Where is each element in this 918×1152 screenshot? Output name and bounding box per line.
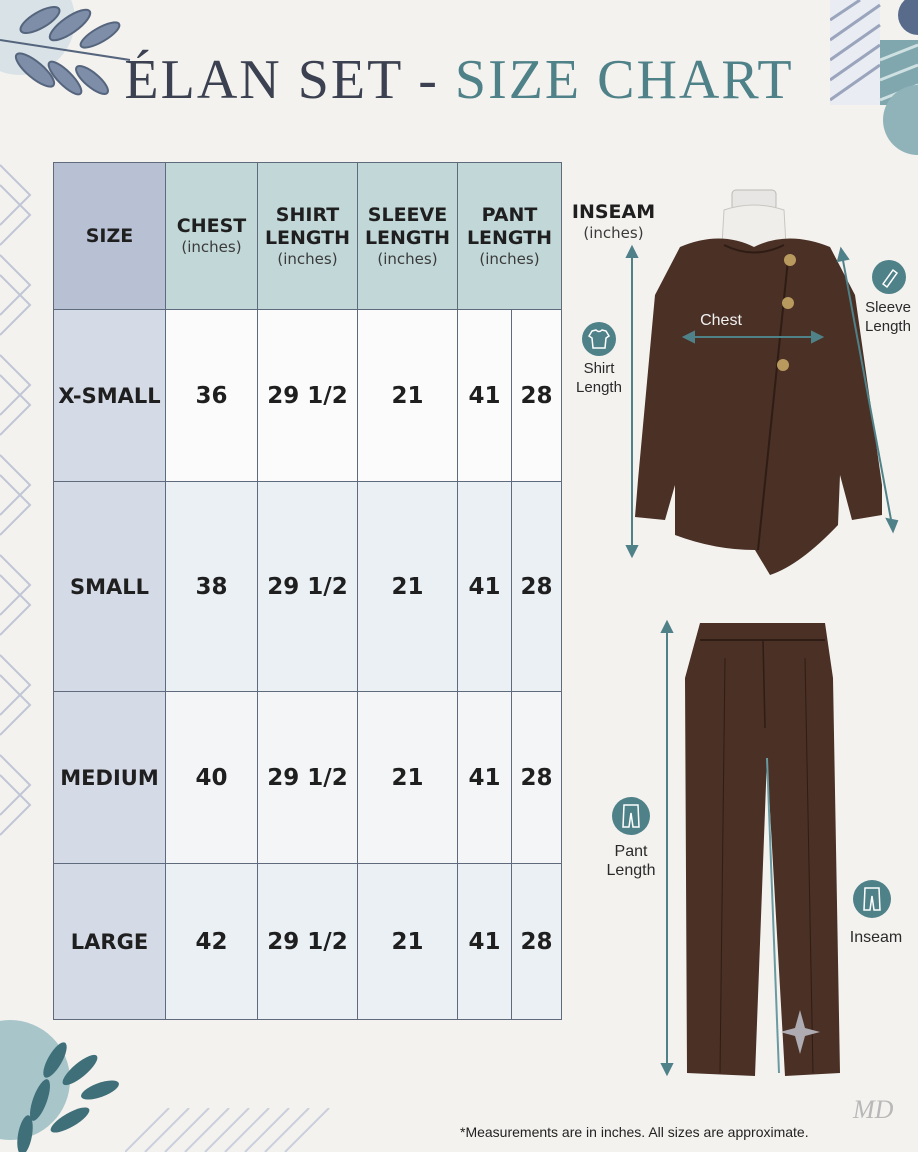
footer-note: *Measurements are in inches. All sizes are approximate. xyxy=(460,1124,809,1140)
chest-cell: 42 xyxy=(166,864,258,1020)
size-table xyxy=(53,162,562,1020)
header-pant-length: PANT LENGTH (inches) xyxy=(458,163,562,310)
pants-icon xyxy=(612,797,650,835)
header-shirt-length: SHIRT LENGTH (inches) xyxy=(258,163,358,310)
size-cell: MEDIUM xyxy=(54,692,166,864)
title-part2: SIZE CHART xyxy=(454,49,794,111)
chest-cell: 38 xyxy=(166,482,258,692)
pant-length-cell: 41 xyxy=(458,482,512,692)
shirt-length-cell: 29 1/2 xyxy=(258,692,358,864)
pant-length-cell: 41 xyxy=(458,310,512,482)
shirt-icon xyxy=(582,322,616,356)
sleeve-length-cell: 21 xyxy=(358,310,458,482)
pants-illustration xyxy=(655,618,855,1078)
brand-logo: MD xyxy=(853,1095,894,1124)
shirt-length-cell: 29 1/2 xyxy=(258,482,358,692)
table-row xyxy=(54,864,562,1020)
size-cell: SMALL xyxy=(54,482,166,692)
chest-cell: 40 xyxy=(166,692,258,864)
shirt-length-label: Shirt Length xyxy=(576,360,622,396)
pant-length-label: Pant Length xyxy=(606,843,656,879)
sleeve-length-cell: 21 xyxy=(358,482,458,692)
sleeve-length-cell: 21 xyxy=(358,864,458,1020)
size-cell: LARGE xyxy=(54,864,166,1020)
pattern-decoration xyxy=(125,1108,335,1152)
title-part1: ÉLAN SET xyxy=(124,49,403,111)
inseam-label: Inseam xyxy=(849,929,903,946)
title-separator: - xyxy=(418,49,439,111)
header-inseam: INSEAM (inches) xyxy=(571,201,656,242)
inseam-cell: 28 xyxy=(512,310,562,482)
size-cell: X-SMALL xyxy=(54,310,166,482)
inseam-cell: 28 xyxy=(512,692,562,864)
header-sleeve-length: SLEEVE LENGTH (inches) xyxy=(358,163,458,310)
header-size: SIZE xyxy=(54,163,166,310)
shirt-length-cell: 29 1/2 xyxy=(258,864,358,1020)
pant-length-cell: 41 xyxy=(458,864,512,1020)
inseam-icon xyxy=(853,880,891,918)
header-chest: CHEST (inches) xyxy=(166,163,258,310)
sleeve-icon xyxy=(872,260,906,294)
table-row xyxy=(54,482,562,692)
inseam-cell: 28 xyxy=(512,482,562,692)
sleeve-length-label: Sleeve Length xyxy=(865,299,911,335)
leaf-icon xyxy=(0,1010,140,1152)
chest-cell: 36 xyxy=(166,310,258,482)
chevron-decoration xyxy=(0,155,36,885)
inseam-cell: 28 xyxy=(512,864,562,1020)
chest-label: Chest xyxy=(700,312,742,329)
table-row xyxy=(54,310,562,482)
pant-length-cell: 41 xyxy=(458,692,512,864)
sleeve-length-cell: 21 xyxy=(358,692,458,864)
table-header-row xyxy=(54,163,562,310)
table-row xyxy=(54,692,562,864)
page-title xyxy=(0,48,918,112)
shirt-illustration xyxy=(620,185,910,585)
shirt-length-cell: 29 1/2 xyxy=(258,310,358,482)
sparkle-icon xyxy=(780,1010,820,1054)
